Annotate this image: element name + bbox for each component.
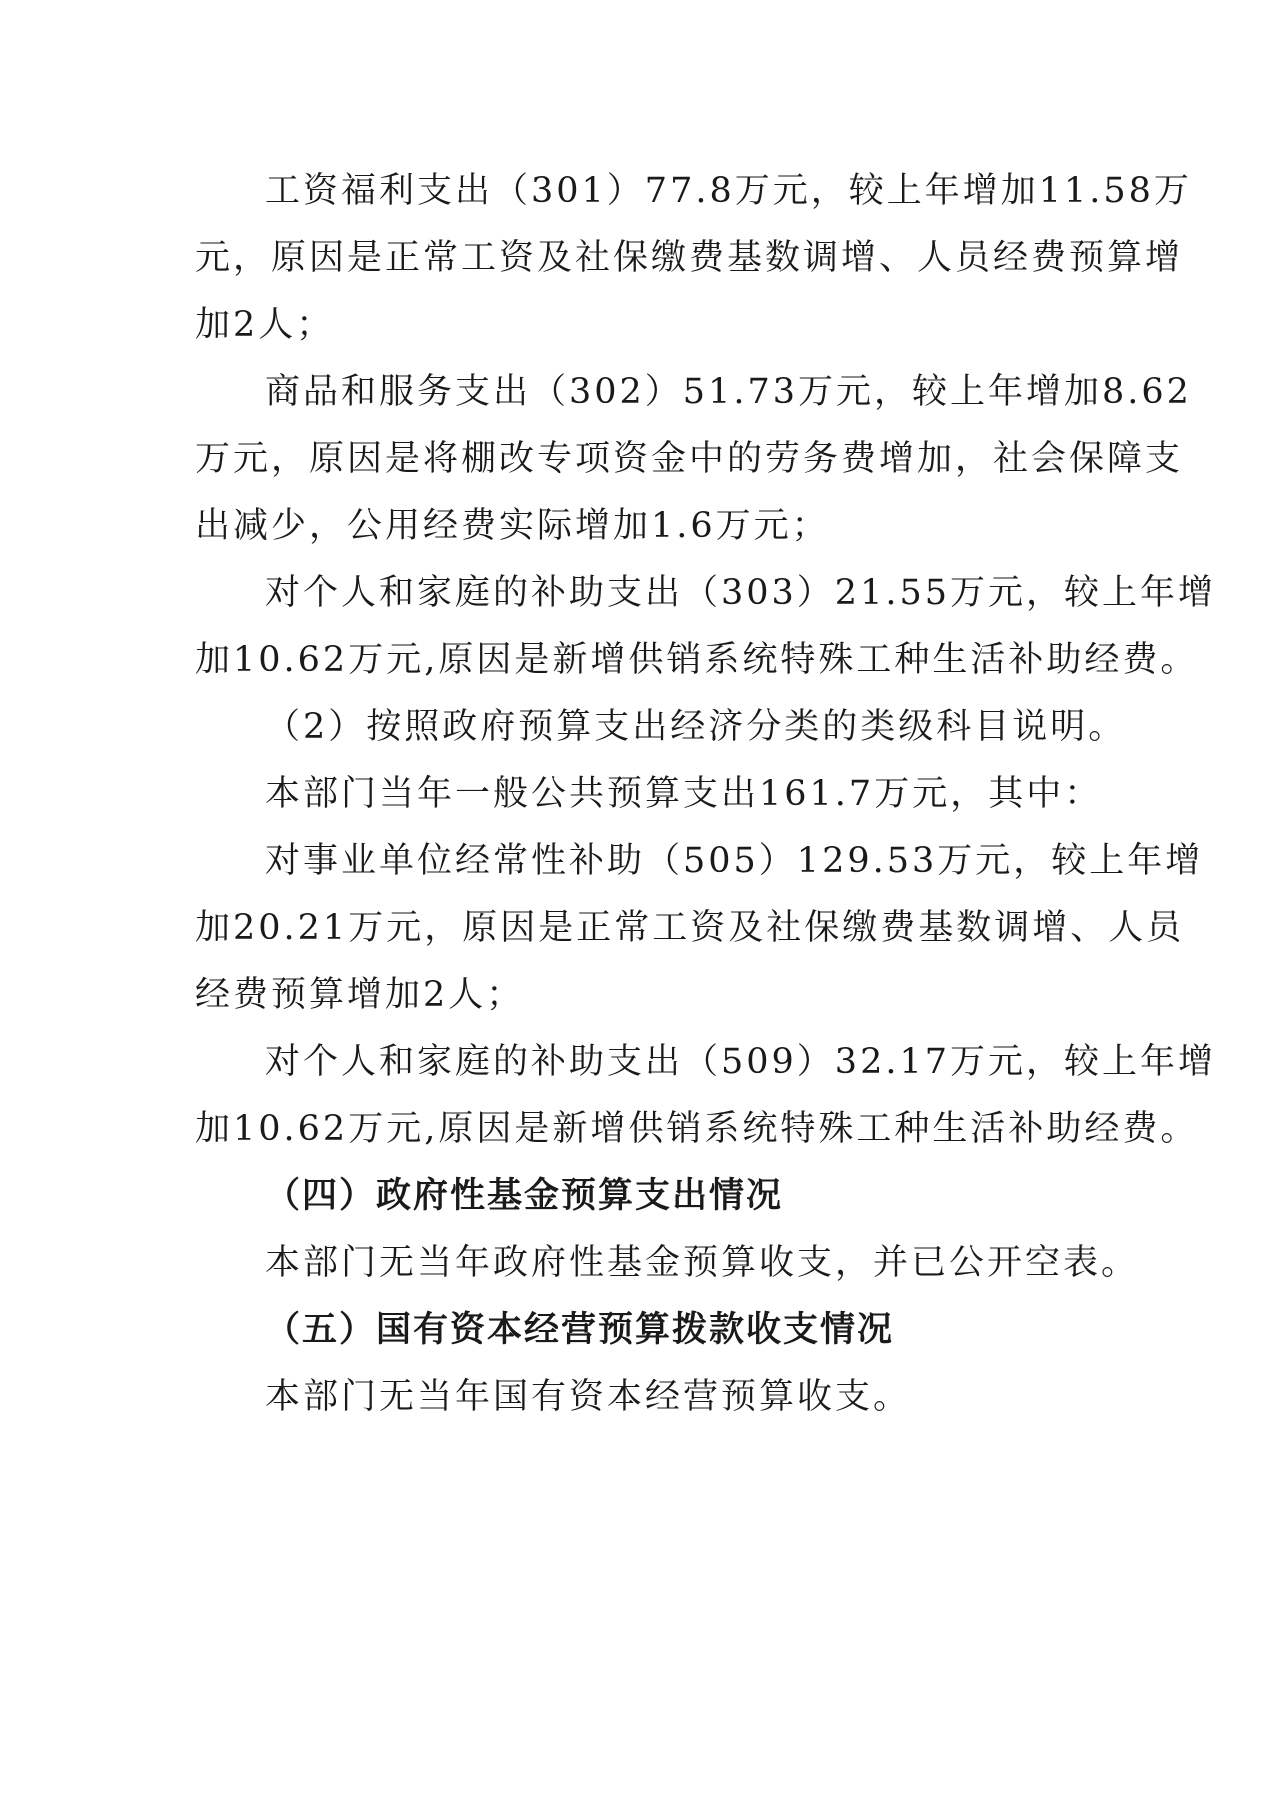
paragraph-line: 对事业单位经常性补助（505）129.53万元，较上年增 [265, 841, 1204, 881]
paragraph-line: 本部门当年一般公共预算支出161.7万元，其中： [265, 774, 1103, 814]
paragraph-line: 加10.62万元,原因是新增供销系统特殊工种生活补助经费。 [195, 1109, 1199, 1149]
paragraph-line: 经费预算增加2人； [195, 975, 525, 1015]
paragraph-line: 元，原因是正常工资及社保缴费基数调增、人员经费预算增 [195, 238, 1184, 278]
paragraph-line: 商品和服务支出（302）51.73万元，较上年增加8.62 [265, 372, 1192, 412]
paragraph-line: 万元，原因是将棚改专项资金中的劳务费增加，社会保障支 [195, 439, 1184, 479]
section-body-4: 本部门无当年政府性基金预算收支，并已公开空表。 [265, 1243, 1140, 1283]
paragraph-line: （2）按照政府预算支出经济分类的类级科目说明。 [265, 707, 1127, 747]
paragraph-line: 加10.62万元,原因是新增供销系统特殊工种生活补助经费。 [195, 640, 1199, 680]
paragraph-line: 加20.21万元，原因是正常工资及社保缴费基数调增、人员 [195, 908, 1185, 948]
section-heading-5: （五）国有资本经营预算拨款收支情况 [265, 1310, 895, 1350]
paragraph-line: 对个人和家庭的补助支出（509）32.17万元，较上年增 [265, 1042, 1217, 1082]
section-heading-4: （四）政府性基金预算支出情况 [265, 1176, 784, 1216]
paragraph-line: 对个人和家庭的补助支出（303）21.55万元，较上年增 [265, 573, 1217, 613]
section-body-5: 本部门无当年国有资本经营预算收支。 [265, 1377, 912, 1417]
paragraph-line: 加2人； [195, 305, 335, 345]
paragraph-line: 出减少，公用经费实际增加1.6万元； [195, 506, 830, 546]
paragraph-line: 工资福利支出（301）77.8万元，较上年增加11.58万 [265, 171, 1192, 211]
